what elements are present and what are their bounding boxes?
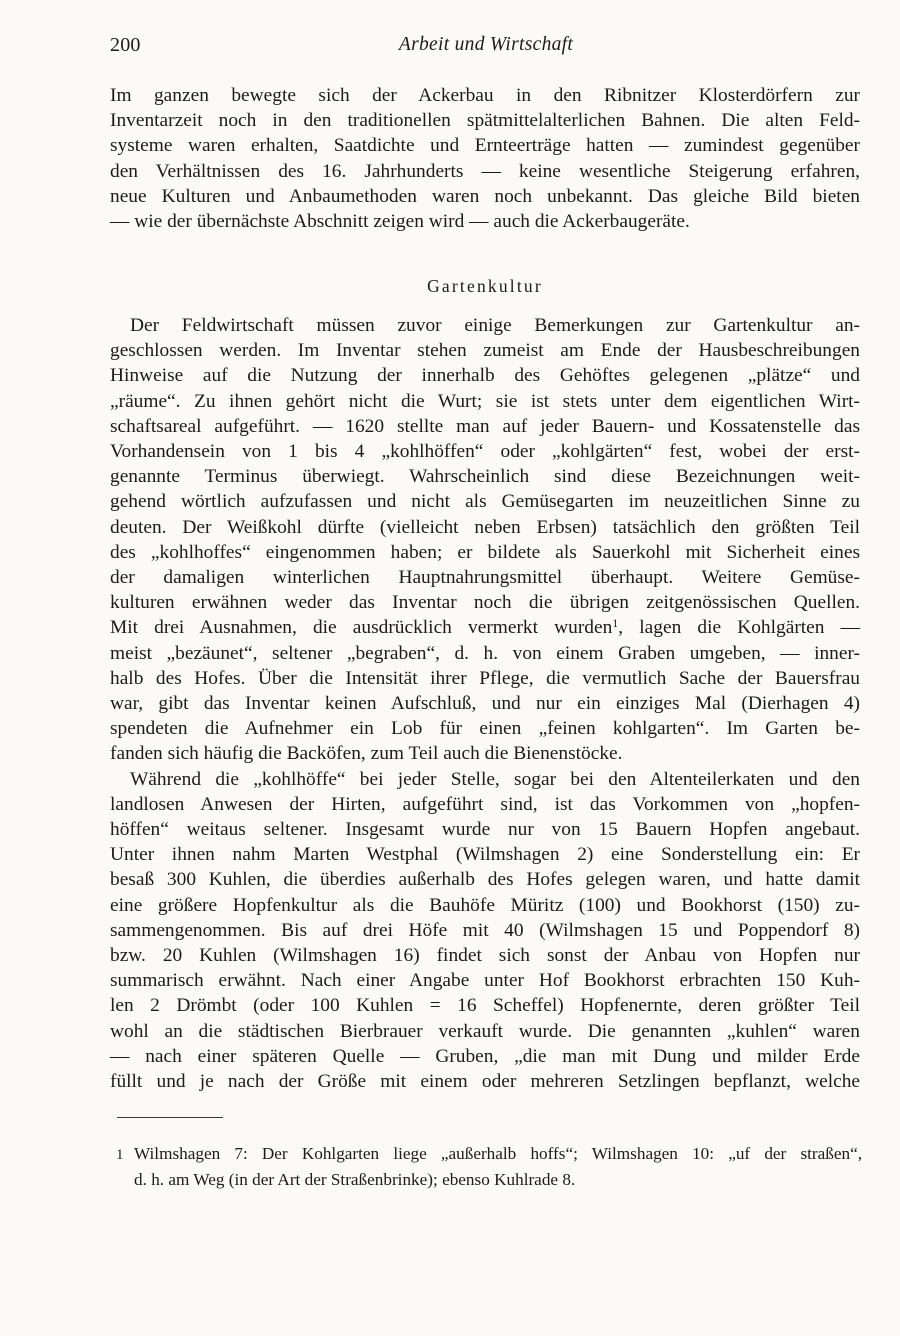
text-line: wohl an die städtischen Bierbrauer verkauft wurde. Die genannten „kuhlen“ waren [110,1020,860,1042]
footnote [116,1142,862,1192]
text-line: landlosen Anwesen der Hirten, aufgeführt sind, ist das Vorkommen von „hopfen- [110,793,860,815]
text-line: neue Kulturen und Anbaumethoden waren noch unbekannt. Das gleiche Bild bieten [110,185,860,207]
text-line: meist „bezäunet“, seltener „begraben“, d. h. von einem Graben umgeben, — inner- [110,642,860,664]
page-number: 200 [110,34,141,56]
text-line: besaß 300 Kuhlen, die überdies außerhalb des Hofes gelegen waren, und hatte damit [110,869,860,891]
footnote-reference[interactable]: 1 [612,616,619,631]
text-line: Während die „kohlhöffe“ bei jeder Stelle, sogar bei den Altenteilerkaten und den [130,768,860,790]
text-line: gehend wörtlich aufzufassen und nicht als Gemüsegarten im neuzeitlichen Sinne zu [110,491,860,513]
text-line: des „kohlhoffes“ eingenommen haben; er bildete als Sauerkohl mit Sicherheit eines [110,541,860,563]
text-line-with-footnote [110,615,860,640]
footnote-marker: 1 [116,1147,124,1163]
text-line: geschlossen werden. Im Inventar stehen zumeist am Ende der Hausbeschreibungen [110,340,860,362]
text-fragment: Mit drei Ausnahmen, die ausdrücklich vermerkt wurden [110,617,613,639]
footnote-line [116,1142,862,1168]
text-line: systeme waren erhalten, Saatdichte und Ernteerträge hatten — zumindest gegenüber [110,135,860,157]
garden-section [110,313,860,1094]
text-line: Im ganzen bewegte sich der Ackerbau in den Ribnitzer Klosterdörfern zur [110,85,860,106]
text-line: — nach einer späteren Quelle — Gruben, „die man mit Dung und milder Erde [110,1045,860,1067]
text-line: Hinweise auf die Nutzung der innerhalb des Gehöftes gelegenen „plätze“ und [110,365,860,387]
text-line: der damaligen winterlichen Hauptnahrungsmittel überhaupt. Weitere Gemüse- [110,567,860,589]
footnote-separator [117,1117,223,1118]
footnote-line: d. h. am Weg (in der Art der Straßenbrinke); ebenso Kuhlrade 8. [134,1169,576,1189]
text-line: höffen“ weitaus seltener. Insgesamt wurde nur von 15 Bauern Hopfen angebaut. [110,819,860,841]
text-line: „räume“. Zu ihnen gehört nicht die Wurt; sie ist stets unter dem eigentlichen Wirt- [110,390,860,412]
text-line: kulturen erwähnen weder das Inventar noch die übrigen zeitgenössischen Quellen. [110,592,860,614]
text-line: den Verhältnissen des 16. Jahrhunderts — keine wesentliche Steigerung erfahren, [110,160,860,182]
text-line: sammengenommen. Bis auf drei Höfe mit 40 (Wilmshagen 15 und Poppendorf 8) [110,919,860,941]
text-fragment: , lagen die Kohlgärten — [618,617,860,639]
text-line: bzw. 20 Kuhlen (Wilmshagen 16) findet sich sonst der Anbau von Hopfen nur [110,945,860,967]
text-line: Vorhandensein von 1 bis 4 „kohlhöffen“ oder „kohlgärten“ fest, wobei der erst- [110,441,860,463]
running-header [110,34,862,62]
text-line: spendeten die Aufnehmer ein Lob für einen „feinen kohlgarten“. Im Garten be- [110,718,860,740]
text-line: deuten. Der Weißkohl dürfte (vielleicht neben Erbsen) tatsächlich den größten Teil [110,516,860,538]
intro-paragraph [110,83,860,234]
text-line: summarisch erwähnt. Nach einer Angabe unter Hof Bookhorst erbrachten 150 Kuh- [110,970,860,992]
text-line: Inventarzeit noch in den traditionellen spätmittelalterlichen Bahnen. Die alten Feld- [110,110,860,132]
text-line: füllt und je nach der Größe mit einem oder mehreren Setzlingen bepflanzt, welche [110,1071,860,1093]
section-heading: Gartenkultur [427,276,543,296]
text-line: schaftsareal aufgeführt. — 1620 stellte man auf jeder Bauern- und Kossatenstelle das [110,415,860,437]
footnote-text: Wilmshagen 7: Der Kohlgarten liege „außerhalb hoffs“; Wilmshagen 10: „uf der straßen“, [134,1144,862,1163]
text-line: Unter ihnen nahm Marten Westphal (Wilmshagen 2) eine Sonderstellung ein: Er [110,844,860,866]
text-line: war, gibt das Inventar keinen Aufschluß, und nur ein einziges Mal (Dierhagen 4) [110,693,860,715]
text-line: len 2 Drömbt (oder 100 Kuhlen = 16 Scheffel) Hopfenernte, deren größter Teil [110,995,860,1017]
text-line: fanden sich häufig die Backöfen, zum Teil auch die Bienenstöcke. [110,743,623,765]
text-line: eine größere Hopfenkultur als die Bauhöfe Müritz (100) und Bookhorst (150) zu- [110,894,860,916]
text-line: — wie der übernächste Abschnitt zeigen wird — auch die Ackerbaugeräte. [110,211,690,233]
text-line: genannte Terminus überwiegt. Wahrscheinlich sind diese Bezeichnungen weit- [110,466,860,488]
running-title: Arbeit und Wirtschaft [398,34,574,55]
text-line: Der Feldwirtschaft müssen zuvor einige Bemerkungen zur Gartenkultur an- [130,315,860,336]
text-line: halb des Hofes. Über die Intensität ihrer Pflege, die vermutlich Sache der Bauersfrau [110,667,860,689]
